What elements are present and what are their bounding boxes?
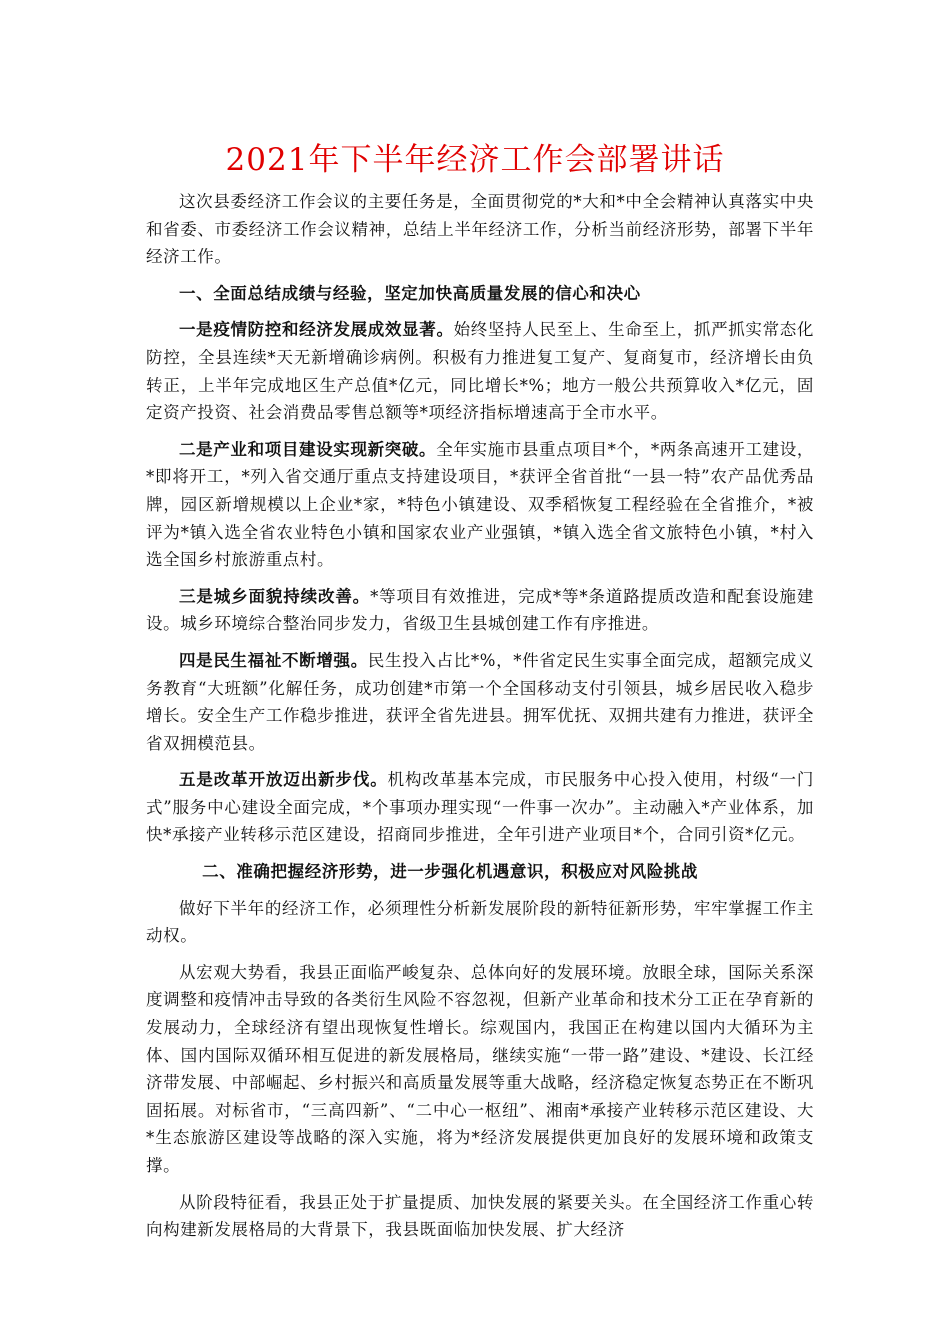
paragraph-4-lead: 四是民生福祉不断增强。 [179, 650, 368, 670]
paragraph-6: 做好下半年的经济工作，必须理性分析新发展阶段的新特征新形势，牢牢掌握工作主动权。 [146, 898, 814, 946]
section-heading-2: 二、准确把握经济形势，进一步强化机遇意识，积极应对风险挑战 [202, 862, 698, 882]
paragraph-3 [146, 583, 814, 638]
paragraph-5-text: 机构改革基本完成，市民服务中心投入使用，村级“一门式”服务中心建设全面完成，*个事项办理实现“一件事一次办”。主动融入*产业体系，加快*承接产业转移示范区建设，招商同步推进，全年引进产业项目*个，合同引资*亿元。 [146, 770, 814, 845]
paragraph-2 [146, 436, 814, 574]
paragraph-3-text: *等项目有效推进，完成*等*条道路提质改造和配套设施建设。城乡环境综合整治同步发力，省级卫生县城创建工作有序推进。 [146, 586, 814, 634]
paragraph-1 [146, 316, 814, 426]
paragraph-8: 从阶段特征看，我县正处于扩量提质、加快发展的紧要关头。在全国经济工作重心转向构建新发展格局的大背景下，我县既面临加快发展、扩大经济 [146, 1192, 814, 1240]
paragraph-5-lead: 五是改革开放迈出新步伐。 [179, 770, 388, 790]
intro-paragraph: 这次县委经济工作会议的主要任务是，全面贯彻党的*大和*中全会精神认真落实中央和省委、市委经济工作会议精神，总结上半年经济工作，分析当前经济形势，部署下半年经济工作。 [146, 192, 814, 267]
paragraph-3-lead: 三是城乡面貌持续改善。 [179, 586, 371, 606]
paragraph-2-lead: 二是产业和项目建设实现新突破。 [179, 439, 437, 459]
document-body [146, 188, 814, 1253]
paragraph-1-text: 始终坚持人民至上、生命至上，抓严抓实常态化防控，全县连续*天无新增确诊病例。积极有力推进复工复产、复商复市，经济增长由负转正，上半年完成地区生产总值*亿元，同比增长*%；地方一般公共预算收入*亿元，固定资产投资、社会消费品零售总额等*项经济指标增速高于全市水平。 [146, 320, 814, 423]
paragraph-5 [146, 766, 814, 849]
document-title: 2021年下半年经济工作会部署讲话 [225, 142, 725, 178]
paragraph-4 [146, 647, 814, 757]
paragraph-2-text: 全年实施市县重点项目*个，*两条高速开工建设，*即将开工，*列入省交通厅重点支持建设项目，*获评全省首批“一县一特”农产品优秀品牌，园区新增规模以上企业*家，*特色小镇建设、双季稻恢复工程经验在全省推介，*被评为*镇入选全省农业特色小镇和国家农业产业强镇，*镇入选全省文旅特色小镇，*村入选全国乡村旅游重点村。 [146, 439, 814, 570]
paragraph-1-lead: 一是疫情防控和经济发展成效显著。 [179, 320, 454, 340]
paragraph-4-text: 民生投入占比*%，*件省定民生实事全面完成，超额完成义务教育“大班额”化解任务，成功创建*市第一个全国移动支付引领县，城乡居民收入稳步增长。安全生产工作稳步推进，获评全省先进县。拥军优抚、双拥共建有力推进，获评全省双拥模范县。 [146, 650, 814, 753]
paragraph-7: 从宏观大势看，我县正面临严峻复杂、总体向好的发展环境。放眼全球，国际关系深度调整和疫情冲击导致的各类衍生风险不容忽视，但新产业革命和技术分工正在孕育新的发展动力，全球经济有望出现恢复性增长。综观国内，我国正在构建以国内大循环为主体、国内国际双循环相互促进的新发展格局，继续实施“一带一路”建设、*建设、长江经济带发展、中部崛起、乡村振兴和高质量发展等重大战略，经济稳定恢复态势正在不断巩固拓展。对标省市，“三高四新”、“二中心一枢纽”、湘南*承接产业转移示范区建设、大*生态旅游区建设等战略的深入实施，将为*经济发展提供更加良好的发展环境和政策支撑。 [146, 962, 814, 1175]
section-heading-1: 一、全面总结成绩与经验，坚定加快高质量发展的信心和决心 [179, 283, 641, 303]
